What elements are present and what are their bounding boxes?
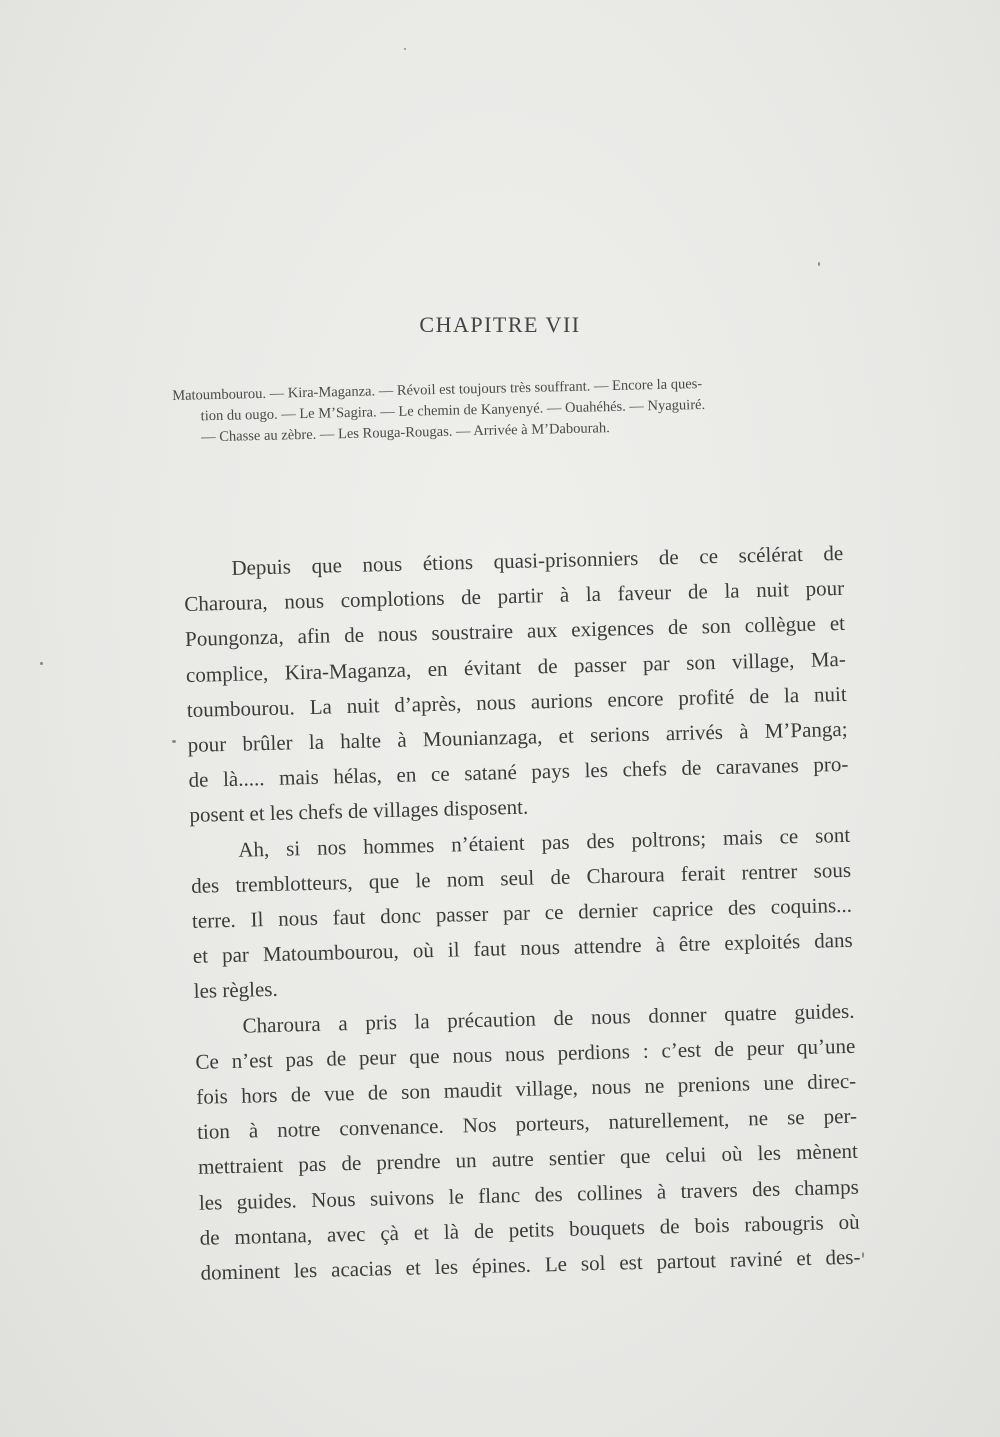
body-line: tion à notre convenance. Nos porteurs, naturellement, ne se per- — [196, 1103, 858, 1145]
body-line: les guides. Nous suivons le flanc des collines à travers des champs — [198, 1174, 859, 1215]
paper-speck — [172, 740, 176, 743]
body-text — [183, 536, 861, 1291]
body-line: dominent les acacias et les épines. Le sol est partout raviné et des- — [200, 1244, 861, 1285]
paper-speck — [818, 262, 820, 266]
body-line: Ce n’est pas de peur que nous nous perdions : c’est de peur qu’une — [195, 1033, 856, 1074]
body-line: mettraient pas de prendre un autre sentier que celui où les mènent — [197, 1139, 859, 1180]
body-line: de montana, avec çà et là de petits bouquets de bois rabougris où — [199, 1209, 860, 1250]
body-line: Charoura a pris la précaution de nous donner quatre guides. — [242, 998, 855, 1038]
chapter-summary — [172, 371, 841, 449]
paper-speck — [404, 48, 406, 50]
body-line: Ah, si nos hommes n’étaient pas des poltrons; mais ce sont — [237, 822, 851, 862]
body-line: Depuis que nous étions quasi-prisonniers de ce scélérat de — [231, 540, 844, 580]
body-line: toumbourou. La nuit d’après, nous aurions encore profité de la nuit — [186, 681, 847, 722]
body-line: pour brûler la halte à Mounianzaga, et serions arrivés à M’Panga; — [187, 716, 848, 757]
body-line: Charoura, nous complotions de partir à la faveur de la nuit pour — [183, 576, 845, 617]
body-line: complice, Kira-Maganza, en évitant de passer par son village, Ma- — [185, 646, 847, 687]
body-line: Poungonza, afin de nous soustraire aux exigences de son collègue et — [184, 611, 846, 652]
summary-line: — Chasse au zèbre. — Les Rouga-Rougas. — Arrivée à M’Dabourah. — [200, 420, 610, 446]
paper-speck — [40, 662, 43, 665]
body-line: des tremblotteurs, que le nom seul de Charoura ferait rentrer sous — [190, 857, 852, 898]
chapter-title: CHAPITRE VII — [419, 312, 581, 337]
body-line: posent et les chefs de villages disposent. — [189, 795, 529, 828]
body-line: de là..... mais hélas, en ce satané pays les chefs de caravanes pro- — [188, 752, 849, 793]
body-line: et par Matoumbourou, où il faut nous attendre à être exploités dans — [192, 927, 853, 969]
summary-line: Matoumbourou. — Kira-Maganza. — Révoil est toujours très souffrant. — Encore la ques- — [172, 375, 703, 404]
body-line: les règles. — [193, 977, 278, 1004]
summary-line: tion du ougo. — Le M’Sagira. — Le chemin de Kanyenyé. — Ouahéhés. — Nyaguiré. — [200, 396, 706, 425]
paper-speck — [862, 1252, 864, 1258]
body-line: fois hors de vue de son maudit village, nous ne prenions une direc- — [196, 1068, 857, 1109]
body-line: terre. Il nous faut donc passer par ce dernier caprice des coquins... — [191, 892, 853, 933]
